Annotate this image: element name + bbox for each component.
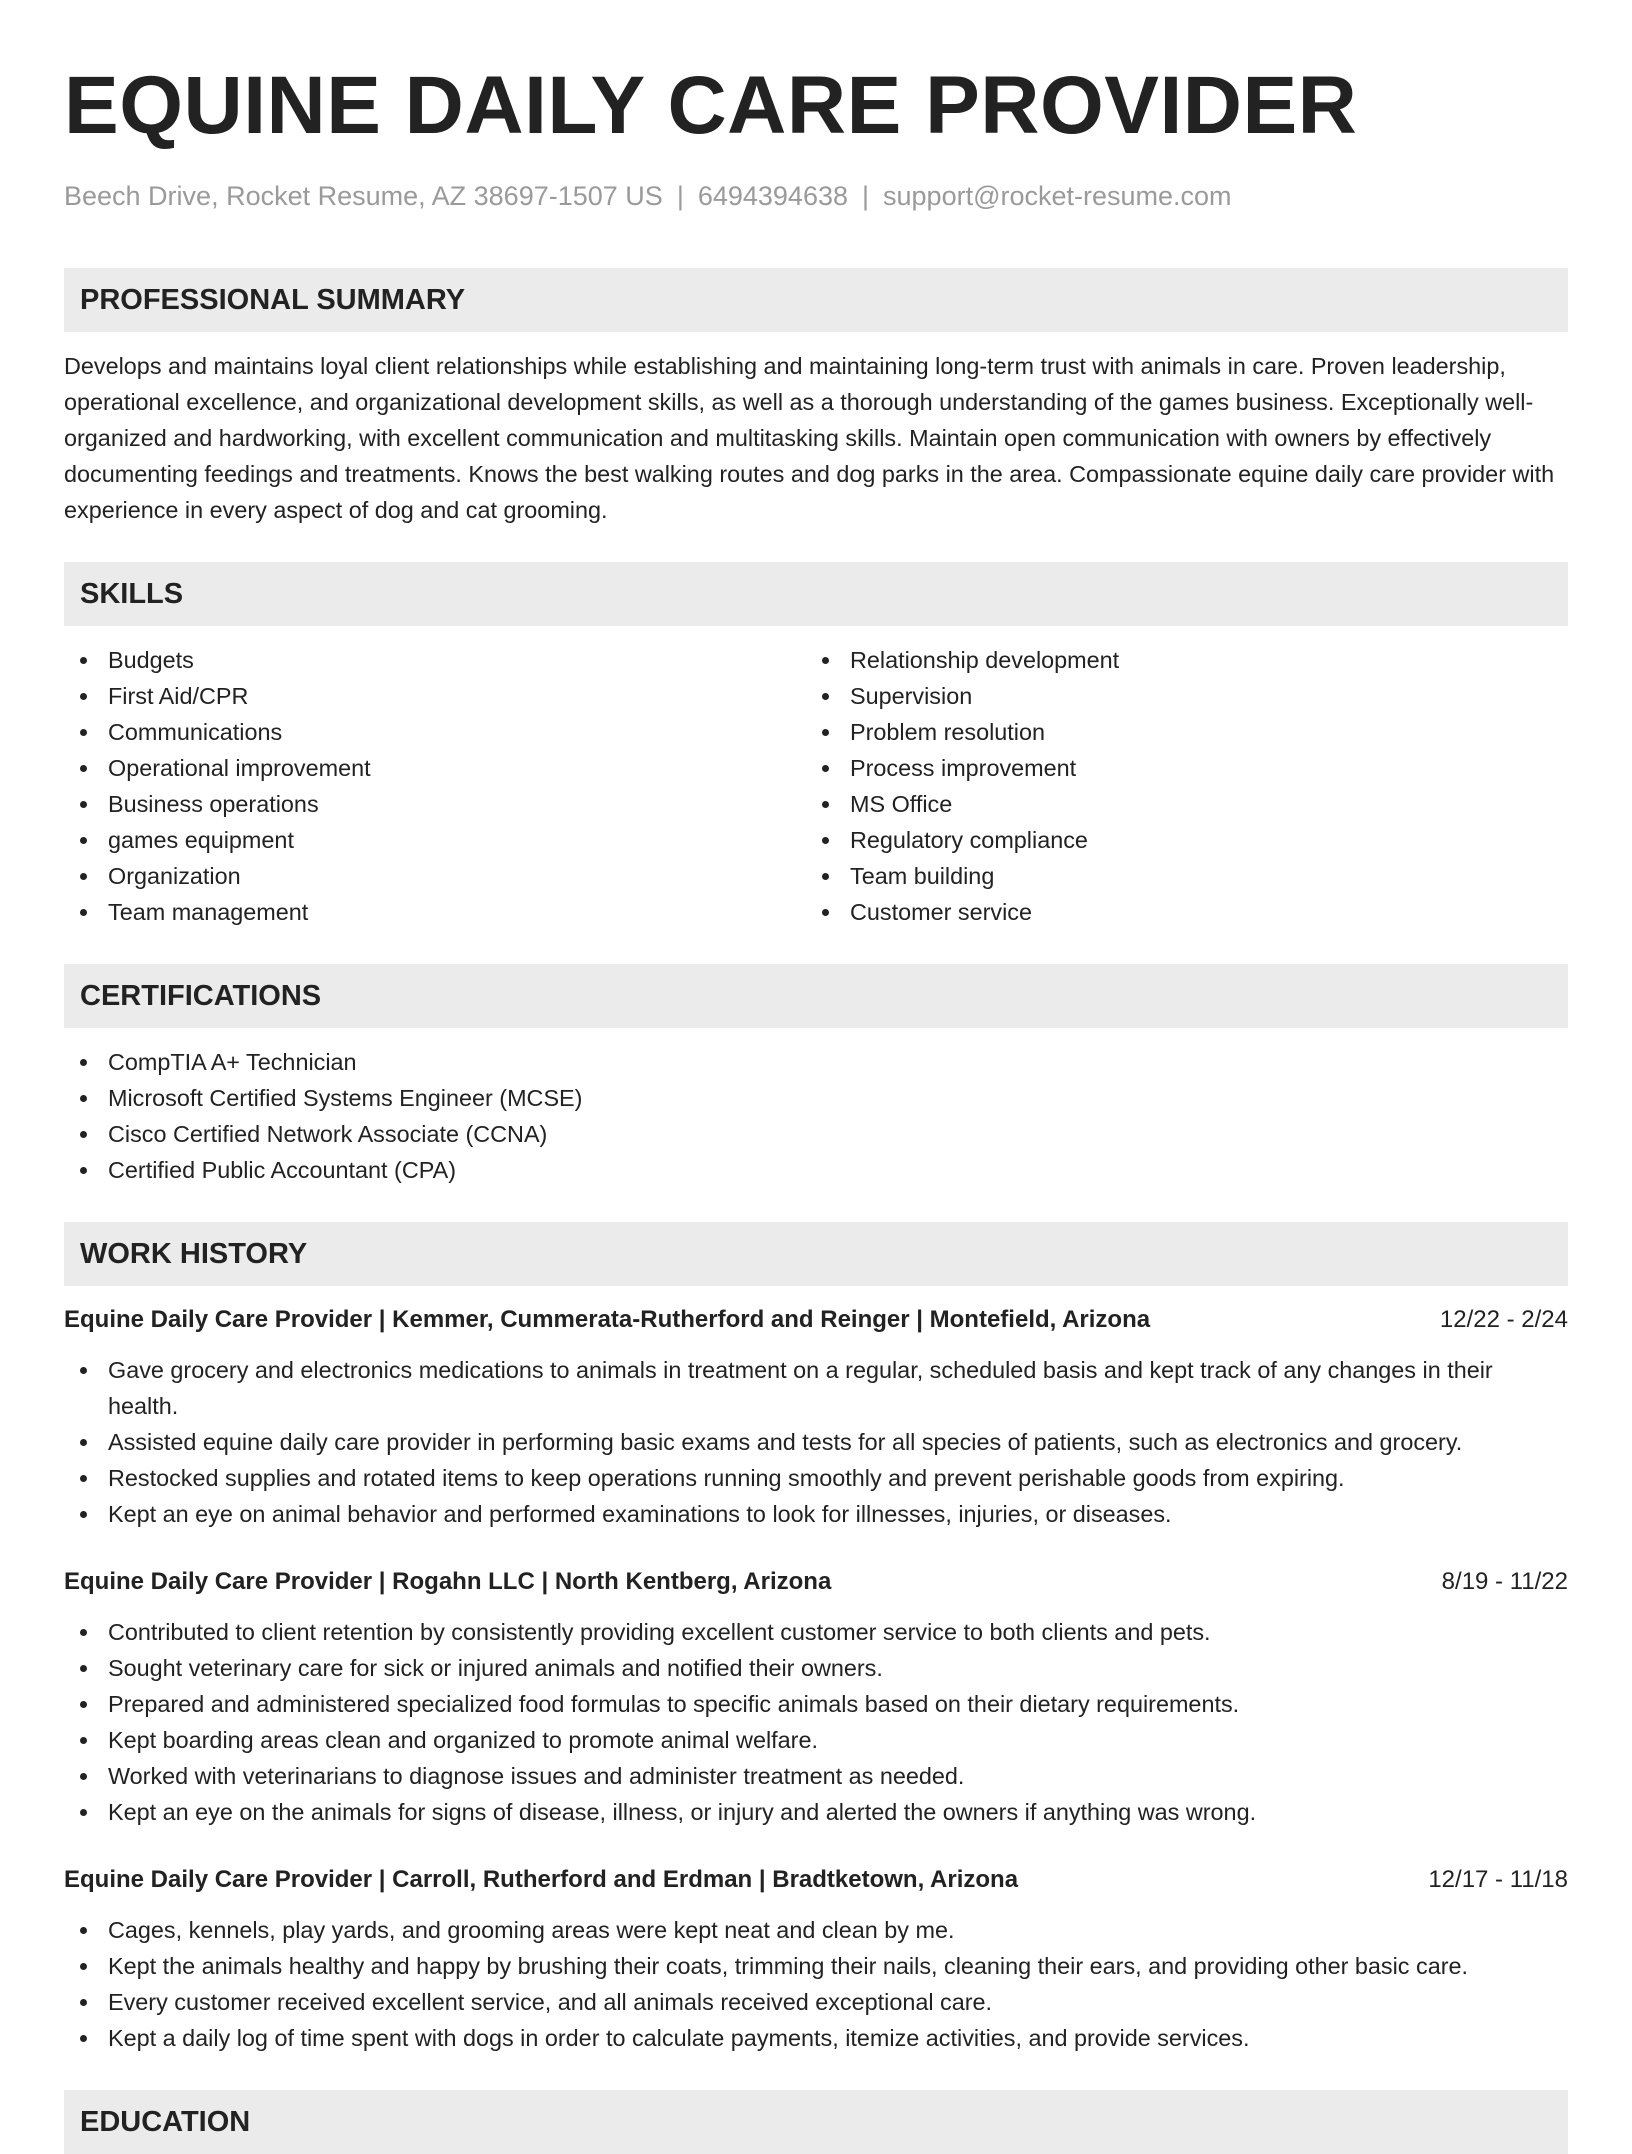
skill-item: Process improvement [806,750,1548,786]
work-history-list [64,1302,1568,2056]
job-header [64,1302,1568,1338]
job-duty-item: Sought veterinary care for sick or injured animals and notified their owners. [64,1650,1568,1686]
certification-item: CompTIA A+ Technician [64,1044,1568,1080]
job-duties-list [64,1912,1568,2056]
job-duty-item: Kept an eye on the animals for signs of disease, illness, or injury and alerted the owners if anything was wrong. [64,1794,1568,1830]
skill-item: Problem resolution [806,714,1548,750]
certification-item: Certified Public Accountant (CPA) [64,1152,1568,1188]
job-duty-item: Worked with veterinarians to diagnose issues and administer treatment as needed. [64,1758,1568,1794]
job-duty-item: Gave grocery and electronics medications to animals in treatment on a regular, scheduled basis and kept track of any changes in their health. [64,1352,1568,1424]
job-entry [64,1302,1568,1532]
job-duty-item: Kept a daily log of time spent with dogs in order to calculate payments, itemize activities, and provide services. [64,2020,1568,2056]
section-heading-skills: SKILLS [64,562,1568,626]
job-dates: 8/19 - 11/22 [1441,1568,1568,1595]
skill-item: Communications [64,714,806,750]
contact-separator: | [676,181,684,211]
section-heading-education: EDUCATION [64,2090,1568,2154]
skills-list-left [64,642,806,930]
job-duty-item: Assisted equine daily care provider in performing basic exams and tests for all species of patients, such as electronics and grocery. [64,1424,1568,1460]
job-duty-item: Cages, kennels, play yards, and grooming areas were kept neat and clean by me. [64,1912,1568,1948]
job-duties-list [64,1352,1568,1532]
skill-item: Operational improvement [64,750,806,786]
skill-item: Team management [64,894,806,930]
job-duty-item: Prepared and administered specialized food formulas to specific animals based on their dietary requirements. [64,1686,1568,1722]
skill-item: Relationship development [806,642,1548,678]
skill-item: Business operations [64,786,806,822]
contact-email: support@rocket-resume.com [883,181,1232,211]
skills-columns [64,642,1568,930]
job-duty-item: Every customer received excellent service, and all animals received exceptional care. [64,1984,1568,2020]
job-dates: 12/17 - 11/18 [1428,1866,1568,1893]
certifications-list [64,1044,1568,1188]
section-heading-work-history: WORK HISTORY [64,1222,1568,1286]
job-entry [64,1862,1568,2056]
job-duties-list [64,1614,1568,1830]
job-title: Equine Daily Care Provider | Carroll, Rutherford and Erdman | Bradtketown, Arizona [64,1866,1019,1893]
skill-item: Organization [64,858,806,894]
section-heading-certifications: CERTIFICATIONS [64,964,1568,1028]
skill-item: Regulatory compliance [806,822,1548,858]
job-duty-item: Restocked supplies and rotated items to keep operations running smoothly and prevent perishable goods from expiring. [64,1460,1568,1496]
skill-item: Supervision [806,678,1548,714]
job-duty-item: Kept an eye on animal behavior and performed examinations to look for illnesses, injuries, or diseases. [64,1496,1568,1532]
contact-address: Beech Drive, Rocket Resume, AZ 38697-1507 US [64,181,663,211]
skills-list-right [806,642,1548,930]
summary-text: Develops and maintains loyal client relationships while establishing and maintaining long-term trust with animals in care. Proven leadership, operational excellence, and organizational development skills, as well as a thorough understanding of the games business. Exceptionally well-organized and hardworking, with excellent communication and multitasking skills. Maintain open communication with owners by effectively documenting feedings and treatments. Knows the best walking routes and dog parks in the area. Compassionate equine daily care provider with experience in every aspect of dog and cat grooming. [64,353,1555,523]
contact-phone: 6494394638 [697,181,848,211]
certification-item: Cisco Certified Network Associate (CCNA) [64,1116,1568,1152]
candidate-name: EQUINE DAILY CARE PROVIDER [64,60,1358,151]
job-header [64,1564,1568,1600]
job-dates: 12/22 - 2/24 [1439,1306,1568,1333]
skill-item: First Aid/CPR [64,678,806,714]
contact-separator: | [862,181,870,211]
job-duty-item: Kept boarding areas clean and organized to promote animal welfare. [64,1722,1568,1758]
job-header [64,1862,1568,1898]
job-entry [64,1564,1568,1830]
certification-item: Microsoft Certified Systems Engineer (MCSE) [64,1080,1568,1116]
resume-page [64,0,1568,2154]
job-title: Equine Daily Care Provider | Rogahn LLC | North Kentberg, Arizona [64,1568,832,1595]
section-heading-summary: PROFESSIONAL SUMMARY [64,268,1568,332]
skill-item: Budgets [64,642,806,678]
skill-item: Customer service [806,894,1548,930]
job-duty-item: Kept the animals healthy and happy by brushing their coats, trimming their nails, cleaning their ears, and providing other basic care. [64,1948,1568,1984]
skill-item: games equipment [64,822,806,858]
contact-line [64,178,1568,214]
skill-item: MS Office [806,786,1548,822]
job-title: Equine Daily Care Provider | Kemmer, Cummerata-Rutherford and Reinger | Montefield, Arizona [64,1306,1151,1333]
skill-item: Team building [806,858,1548,894]
job-duty-item: Contributed to client retention by consistently providing excellent customer service to both clients and pets. [64,1614,1568,1650]
